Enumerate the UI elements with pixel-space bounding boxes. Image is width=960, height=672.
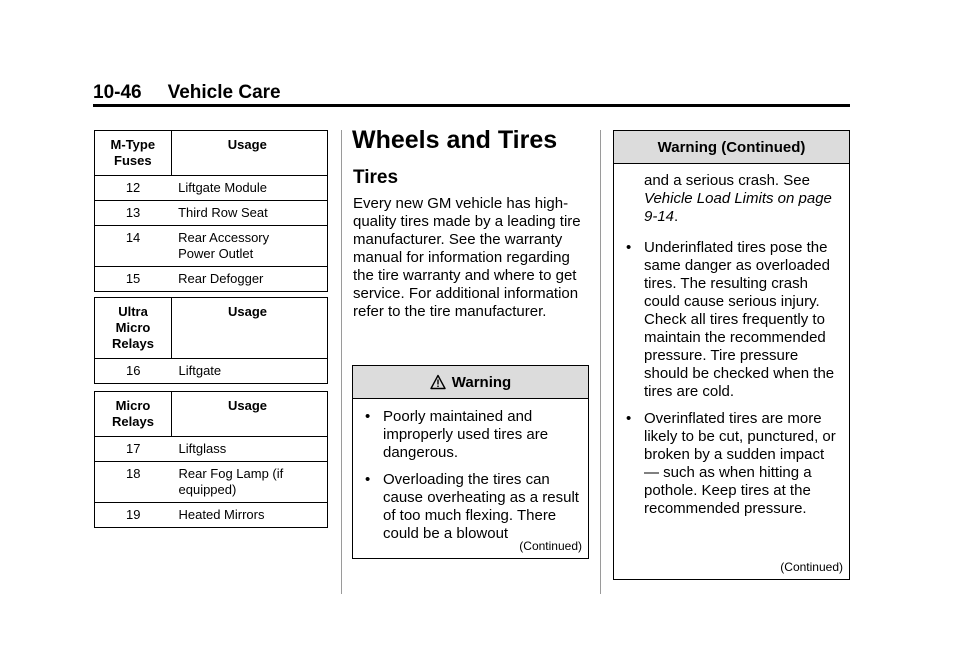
continued-label: (Continued) <box>519 539 582 553</box>
bullet: • <box>365 471 371 488</box>
lead-text: and a serious crash. See <box>644 172 810 189</box>
table-cell-usage: Rear Defogger <box>171 267 327 292</box>
list-item-text: Underinflated tires pose the same danger as overloaded tires. The resulting crash could cause serious injury. Check all tires frequently to maintain the recommended pressure. Tire pressure should be checked when the tires are cold. <box>644 239 835 400</box>
warning-header <box>353 366 588 399</box>
table-header-relay: Ultra Micro Relays <box>95 298 172 359</box>
bullet: • <box>626 239 632 256</box>
table-cell-usage: Third Row Seat <box>171 201 327 226</box>
table-header-usage: Usage <box>172 392 328 437</box>
header-rule <box>93 104 850 107</box>
table-cell-number: 14 <box>95 226 172 267</box>
table-cell-usage: Rear Accessory Power Outlet <box>171 226 327 267</box>
page-number: 10-46 <box>93 82 142 103</box>
warning-continued-text <box>614 164 849 226</box>
table-cell-usage: Heated Mirrors <box>172 503 328 528</box>
table-cell-usage: Liftgate Module <box>171 176 327 201</box>
table-cell-number: 15 <box>95 267 172 292</box>
warning-triangle-icon <box>430 374 446 390</box>
micro-relays-table <box>94 391 328 528</box>
warning-title: Warning (Continued) <box>657 138 806 156</box>
column-divider-right <box>600 130 601 594</box>
body-paragraph: Every new GM vehicle has high-quality tires made by a leading tire manufacturer. See the warranty manual for information regarding the tire warranty and where to get service. For additional information refer to the tire manufacturer. <box>353 195 581 320</box>
cross-reference-link[interactable]: Vehicle Load Limits on page 9-14 <box>644 190 832 225</box>
ultra-micro-relays-table <box>94 297 328 384</box>
continued-label: (Continued) <box>780 560 843 574</box>
list-item-text: Poorly maintained and improperly used tires are dangerous. <box>383 408 549 461</box>
warning-title: Warning <box>451 373 512 391</box>
m-type-fuses-table <box>94 130 328 292</box>
table-header-relay: Micro Relays <box>95 392 172 437</box>
table-cell-number: 17 <box>95 437 172 462</box>
warning-list <box>353 399 588 543</box>
table-cell-usage: Liftgate <box>172 359 328 384</box>
page-header <box>93 82 281 104</box>
bullet: • <box>626 410 632 427</box>
list-item <box>365 471 580 543</box>
list-item <box>626 410 841 518</box>
warning-box-continued <box>613 130 850 580</box>
table-cell-number: 13 <box>95 201 172 226</box>
list-item-text: Overinflated tires are more likely to be cut, punctured, or broken by a sudden impact — such as when hitting a pothole. Keep tires at the recommended pressure. <box>644 410 836 517</box>
table-cell-number: 19 <box>95 503 172 528</box>
table-cell-number: 18 <box>95 462 172 503</box>
section-title: Vehicle Care <box>167 82 281 103</box>
table-cell-number: 12 <box>95 176 172 201</box>
lead-end: . <box>674 208 679 225</box>
list-item <box>626 239 841 401</box>
table-header-fuse: M-Type Fuses <box>95 131 172 176</box>
warning-header <box>614 131 849 164</box>
table-header-usage: Usage <box>171 131 327 176</box>
list-item <box>365 408 580 462</box>
warning-list <box>614 226 849 518</box>
bullet: • <box>365 408 371 425</box>
table-header-usage: Usage <box>172 298 328 359</box>
column-divider-left <box>341 130 342 594</box>
table-cell-usage: Liftglass <box>172 437 328 462</box>
subsection-heading: Tires <box>353 167 399 188</box>
list-item-text: Overloading the tires can cause overheating as a result of too much flexing. There could be a blowout <box>383 471 579 542</box>
table-cell-number: 16 <box>95 359 172 384</box>
warning-box <box>352 365 589 559</box>
section-heading: Wheels and Tires <box>352 126 558 154</box>
table-cell-usage: Rear Fog Lamp (if equipped) <box>172 462 328 503</box>
